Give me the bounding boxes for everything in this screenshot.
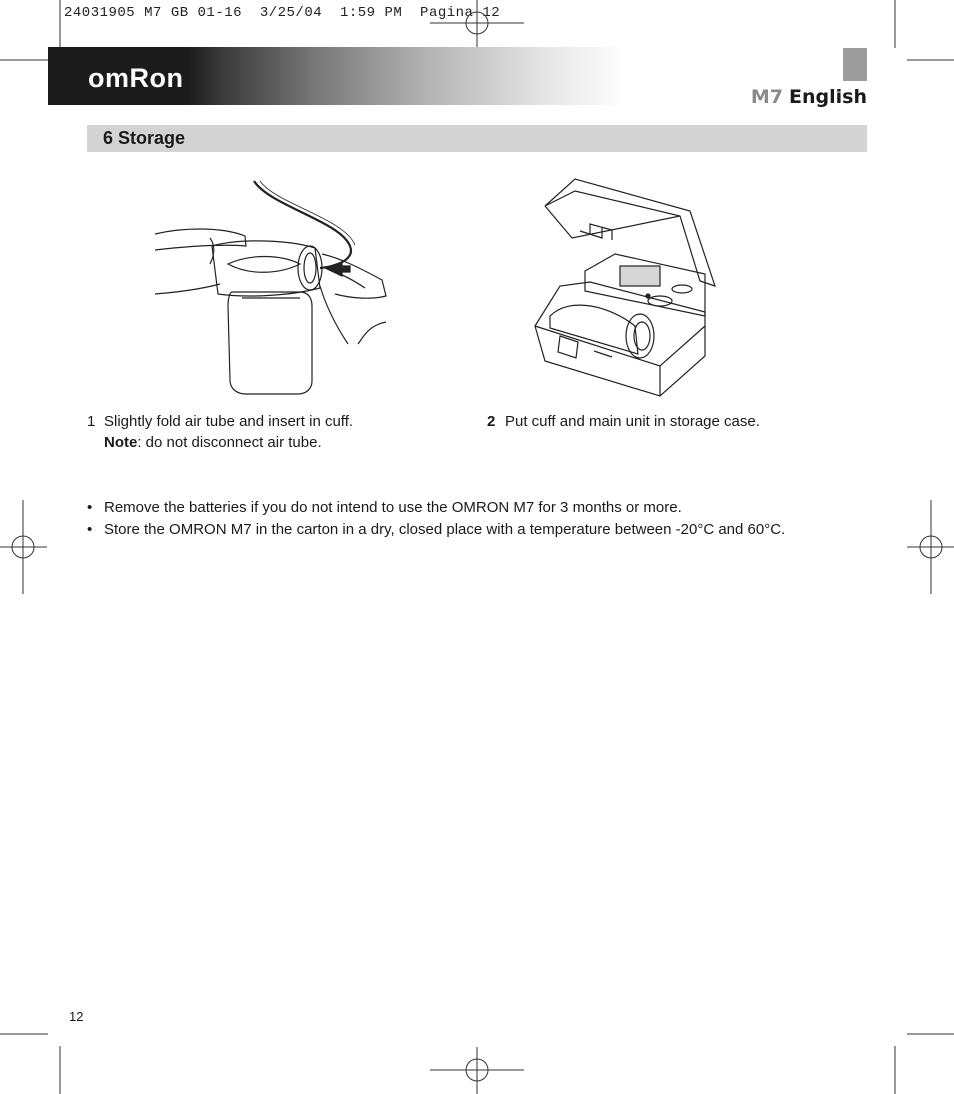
section-header-bar — [87, 125, 867, 152]
section-title: 6 Storage — [103, 128, 186, 148]
storage-notes-list — [87, 497, 877, 541]
step-2-text: Put cuff and main unit in storage case. — [505, 413, 760, 430]
step-1-caption — [87, 411, 427, 453]
model-language-heading — [751, 86, 867, 108]
step-1-note-label: Note — [104, 434, 138, 451]
bullet-glyph: • — [87, 499, 93, 516]
list-item — [87, 497, 877, 519]
bullet-glyph: • — [87, 521, 93, 538]
bullet-text: Store the OMRON M7 in the carton in a dry, closed place with a temperature between -20°C and 60°C. — [104, 521, 786, 538]
step-1-text: Slightly fold air tube and insert in cuff. — [104, 413, 354, 430]
step-2-number: 2 — [487, 413, 496, 430]
bullet-text: Remove the batteries if you do not intend to use the OMRON M7 for 3 months or more. — [104, 499, 682, 516]
storage-case-illustration — [530, 176, 720, 406]
page-number: 12 — [69, 1009, 84, 1024]
cuff-fold-illustration — [150, 176, 395, 398]
omron-logo: omRon — [88, 63, 184, 93]
language-label: English — [789, 86, 867, 108]
model-label: M7 — [750, 86, 784, 108]
step-1-note-text: : do not disconnect air tube. — [137, 434, 322, 451]
list-item — [87, 519, 877, 541]
print-slug-line: 24031905 M7 GB 01-16 3/25/04 1:59 PM Pagina 12 — [64, 5, 501, 21]
chapter-tab-marker — [843, 48, 867, 81]
step-2-caption — [487, 411, 857, 432]
step-1-number: 1 — [87, 413, 96, 430]
